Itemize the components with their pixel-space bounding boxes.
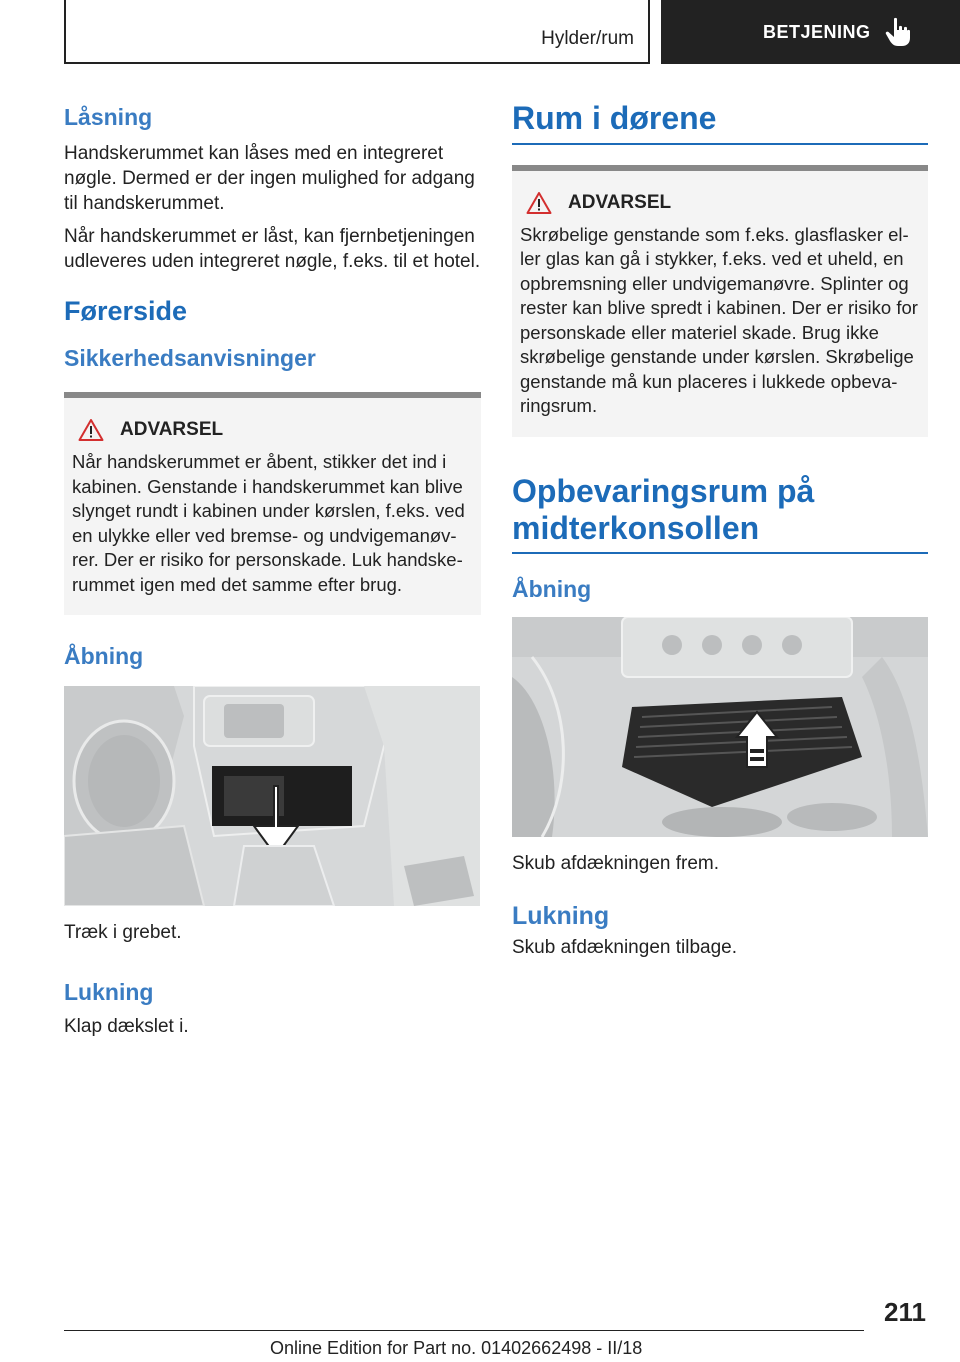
header-chapter-tab (661, 0, 960, 64)
warning-triangle-icon (526, 191, 552, 215)
closing-text: Klap dækslet i. (64, 1016, 189, 1037)
warning-box-glovebox (64, 392, 481, 615)
driver-side-heading: Førerside (64, 296, 188, 326)
warning-box-doors (512, 165, 928, 437)
warning-title-row (72, 418, 473, 442)
closing-heading: Lukning (64, 979, 154, 1005)
pointing-hand-icon (885, 17, 911, 47)
glovebox-illustration-drawing (64, 686, 480, 906)
locking-paragraph-1: Handskerummet kan låses med en integreret nøgle. Dermed er der ingen mulighed for adgang til handskerummet. (64, 143, 475, 214)
footer-edition: Online Edition for Part no. 01402662498 - II/18 (270, 1338, 643, 1358)
header-chapter-label: BETJENING (763, 21, 871, 42)
warning-text: Når handskerummet er åbent, stikker det ind i kabinen. Genstande i handskerummet kan blive slynget rundt i kabinen under kørslen, f.eks. ved en ulykke eller ved bremse- og undvigemanøv-rer. Der er risiko for personskade. Luk handske-rummet igen med det samme efter brug. (72, 451, 465, 595)
console-illustration-drawing (512, 617, 928, 837)
glovebox-opening-illustration (64, 686, 480, 906)
console-heading: Opbevaringsrum på midterkonsollen (512, 472, 815, 546)
footer-divider (64, 1330, 864, 1331)
locking-heading: Låsning (64, 104, 153, 130)
left-column (64, 100, 481, 1039)
warning-title: ADVARSEL (120, 419, 224, 440)
safety-heading: Sikkerhedsanvisninger (64, 345, 316, 371)
console-heading-block (512, 473, 928, 555)
warning-title: ADVARSEL (568, 191, 672, 213)
doors-heading-block (512, 100, 928, 145)
page-number: 211 (884, 1297, 926, 1327)
locking-paragraph-2: Når handskerummet er låst, kan fjernbetjeningen udleveres uden integreret nøgle, f.eks. til et hotel. (64, 226, 481, 272)
header-section-title: Hylder/rum (541, 28, 634, 49)
console-closing-heading: Lukning (512, 902, 610, 931)
console-opening-caption: Skub afdækningen frem. (512, 853, 720, 875)
opening-heading: Åbning (64, 643, 144, 669)
doors-heading: Rum i dørene (512, 100, 717, 136)
console-opening-illustration (512, 617, 928, 837)
console-opening-heading: Åbning (512, 576, 592, 603)
warning-title-row (520, 191, 920, 215)
console-closing-text: Skub afdækningen tilbage. (512, 937, 737, 959)
warning-triangle-icon (78, 418, 104, 442)
warning-text: Skrøbelige genstande som f.eks. glasflasker el-ler glas kan gå i stykker, f.eks. ved et uheld, en opbremsning eller undvigemanøvre. Splinter og rester kan blive spredt i kabinen. Der er risiko for personskade eller materiel skade. Brug ikke skrøbelige genstande under kørslen. Skrøbelige genstande må kun placeres i lukkede opbeva-ringsrum. (520, 223, 918, 417)
opening-caption: Træk i grebet. (64, 922, 182, 943)
right-column (512, 100, 928, 960)
